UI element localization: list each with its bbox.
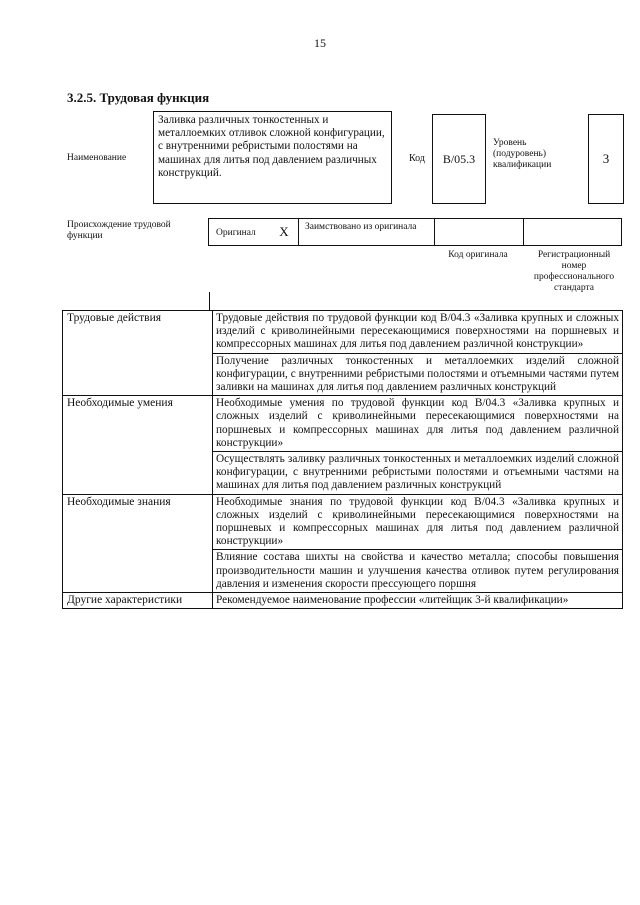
reg-number-label: Регистрационный номер профессионального стандарта (533, 250, 615, 293)
table-row (63, 494, 623, 550)
origin-label: Происхождение трудовой функции (67, 220, 171, 241)
level-value: 3 (588, 114, 624, 204)
code-label: Код (409, 153, 425, 164)
row-item: Рекомендуемое наименование профессии «литейщик 3-й квалификации» (213, 593, 623, 609)
divider (209, 292, 210, 310)
section-title: 3.2.5. Трудовая функция (67, 90, 210, 105)
origin-table (208, 218, 622, 246)
name-label: Наименование (67, 153, 127, 163)
page-number: 15 (314, 36, 326, 50)
level-label: Уровень (подуровень) квалификации (493, 138, 552, 170)
borrowed-label: Заимствовано из оригинала (305, 222, 417, 232)
row-item: Трудовые действия по трудовой функции код В/04.3 «Заливка крупных и сложных изделий с криволинейными пересекающимися поверхностями на поршневых и компрессорных машинах для литья под давлением различной конструкции» (213, 311, 623, 354)
borrowed-code-cell (434, 219, 523, 245)
row-label: Необходимые умения (63, 396, 213, 494)
row-item: Осуществлять заливку различных тонкостенных и металлоемких изделий сложной конфигурации, с внутренними ребристыми полостями и отъемными частями на машинах для литья под давлением различных конструкций (213, 452, 623, 495)
row-item: Влияние состава шихты на свойства и качество металла; способы повышения производительности машин и улучшения качества отливок путем регулирования давления и изменения скорости прессующего поршня (213, 550, 623, 593)
borrowed-cell (298, 219, 434, 245)
code-original-label: Код оригинала (448, 250, 508, 260)
row-item: Необходимые умения по трудовой функции код В/04.3 «Заливка крупных и сложных изделий с криволинейными пересекающимися поверхностями на поршневых и компрессорных машинах для литья под давлением различной конструкции» (213, 396, 623, 452)
row-item: Получение различных тонкостенных и металлоемких изделий сложной конфигурации, с внутренними ребристыми полостями и отъемными частями путем заливки на машинах для литья под давлением различных конструкций (213, 353, 623, 396)
function-name: Заливка различных тонкостенных и металлоемких отливок сложной конфигурации, с внутренними ребристыми полостями на машинах для литья под давлением различных конструкций. (153, 111, 392, 204)
row-label: Трудовые действия (63, 311, 213, 396)
function-details-table (62, 310, 623, 609)
code-value: B/05.3 (432, 114, 486, 204)
table-row (63, 593, 623, 609)
table-row (63, 396, 623, 452)
row-label: Необходимые знания (63, 494, 213, 592)
row-label: Другие характеристики (63, 593, 213, 609)
original-label: Оригинал (216, 228, 256, 238)
row-item: Необходимые знания по трудовой функции код В/04.3 «Заливка крупных и сложных изделий с криволинейными пересекающимися поверхностями на поршневых и компрессорных машинах для литья под давлением различной конструкции» (213, 494, 623, 550)
original-cell (209, 219, 270, 245)
table-row (63, 311, 623, 354)
original-mark: X (279, 224, 289, 239)
reg-number-cell (523, 219, 621, 245)
